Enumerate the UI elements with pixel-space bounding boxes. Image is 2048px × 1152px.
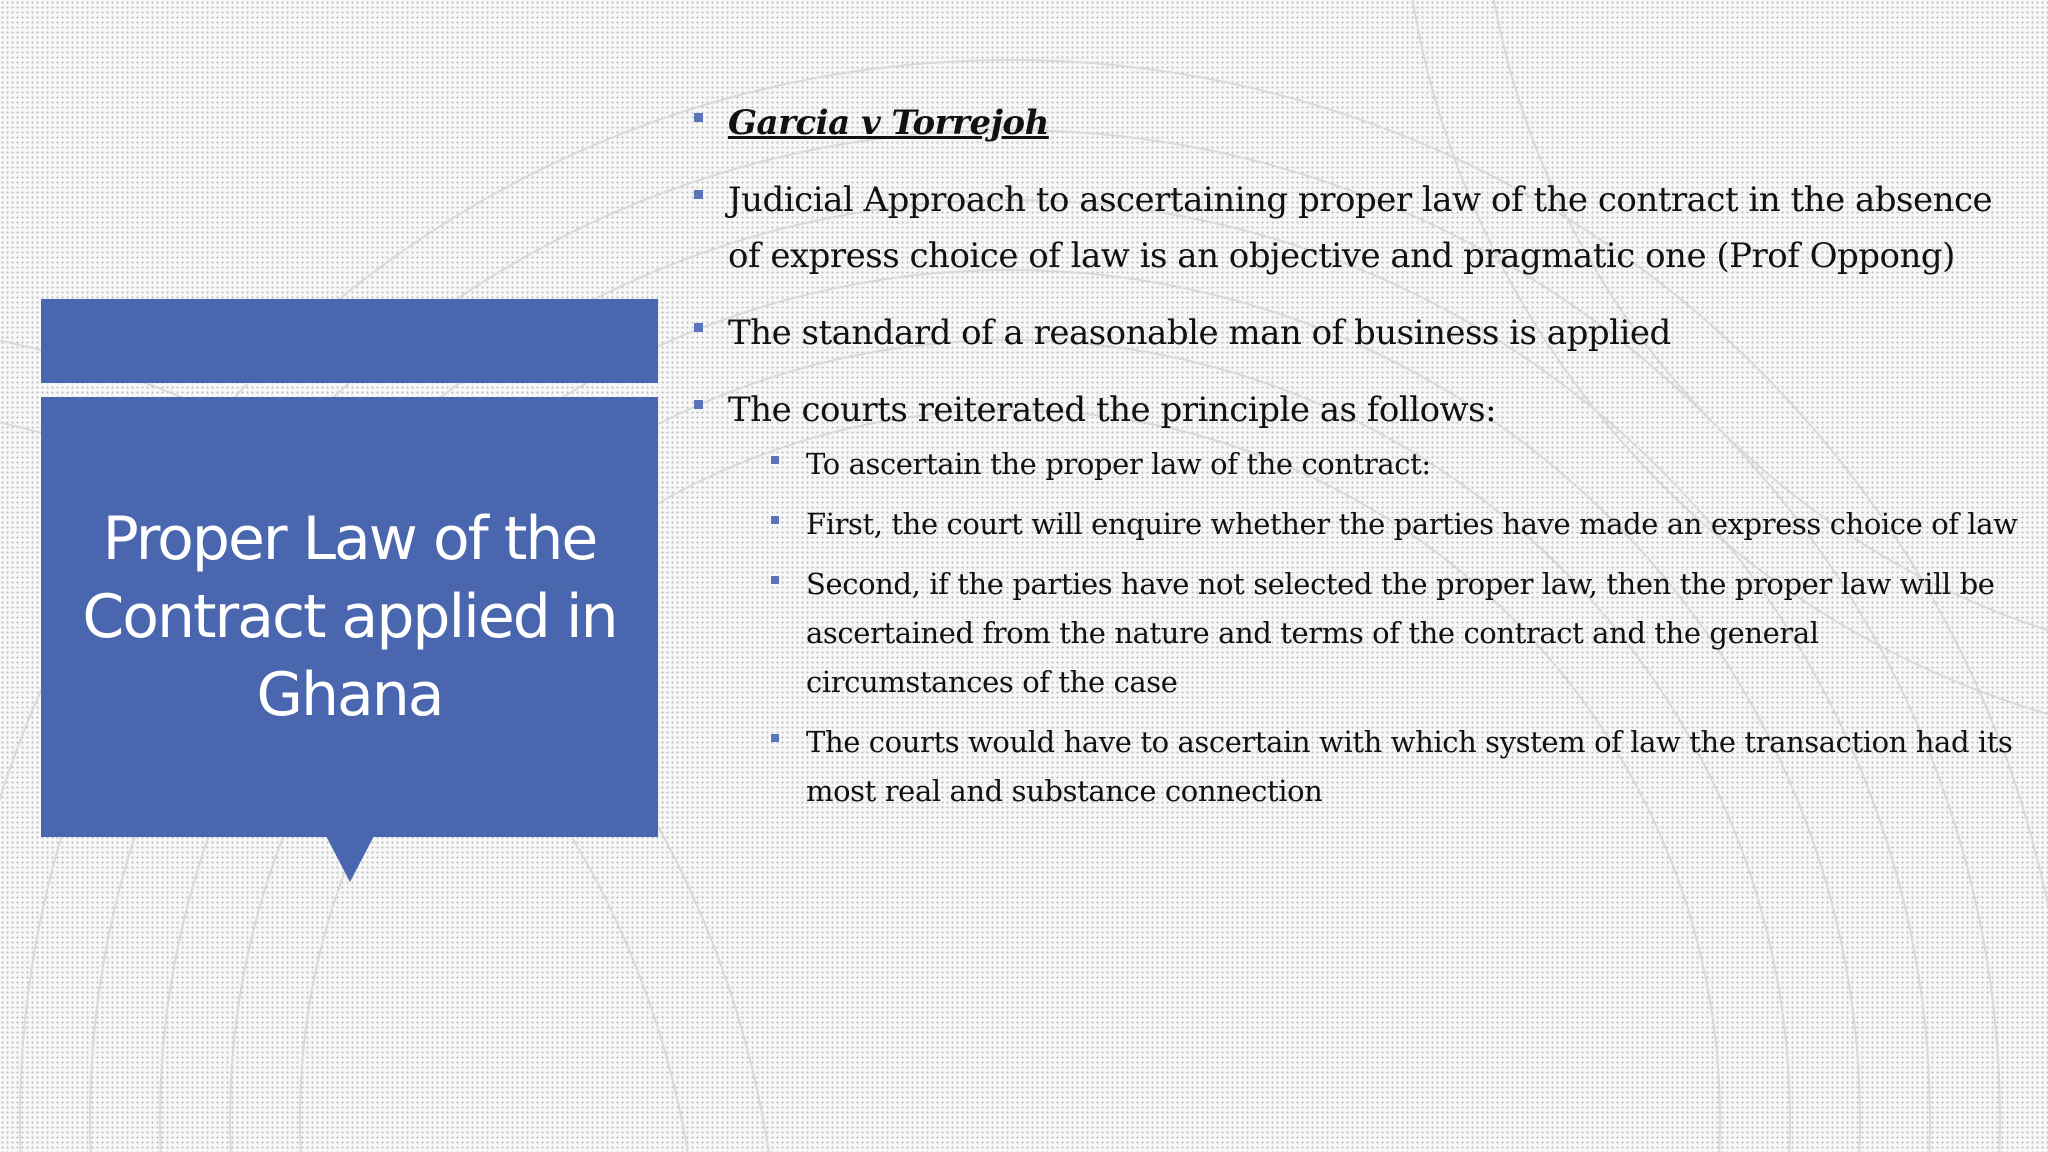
callout-pointer — [326, 836, 374, 882]
sub-bullet-list — [728, 440, 2018, 816]
square-bullet-icon — [694, 400, 703, 409]
square-bullet-icon — [771, 456, 779, 464]
bullet-text: Judicial Approach to ascertaining proper law of the contract in the absence of express choice of law is an objective and pragmatic one (Prof Oppong) — [728, 180, 1993, 276]
title-accent-bar — [41, 299, 658, 383]
title-callout-box — [41, 397, 658, 837]
sub-bullet-item — [768, 718, 2018, 816]
bullet-item-judicial-approach — [688, 172, 2018, 284]
sub-bullet-text: First, the court will enquire whether the parties have made an express choice of law — [806, 507, 2018, 541]
bullet-item-case-name — [688, 95, 2018, 151]
bullet-text: The courts reiterated the principle as follows: — [728, 390, 1497, 430]
square-bullet-icon — [694, 323, 703, 332]
bullet-list — [688, 95, 2018, 816]
square-bullet-icon — [694, 190, 703, 199]
bullet-item-principle — [688, 382, 2018, 816]
sub-bullet-item — [768, 560, 2018, 707]
square-bullet-icon — [694, 113, 703, 122]
sub-bullet-item — [768, 500, 2018, 549]
bullet-text: The standard of a reasonable man of business is applied — [728, 313, 1671, 353]
sub-bullet-text: To ascertain the proper law of the contract: — [806, 447, 1431, 481]
sub-bullet-item — [768, 440, 2018, 489]
square-bullet-icon — [771, 576, 779, 584]
sub-bullet-text: The courts would have to ascertain with which system of law the transaction had its most real and substance connection — [806, 725, 2013, 808]
sub-bullet-text: Second, if the parties have not selected the proper law, then the proper law will be ascertained from the nature and terms of the contract and the general circumstances of the case — [806, 567, 1995, 699]
square-bullet-icon — [771, 734, 779, 742]
case-name: Garcia v Torrejoh — [728, 103, 1049, 143]
slide-content — [688, 95, 2018, 837]
slide-title: Proper Law of the Contract applied in Ghana — [82, 504, 617, 730]
bullet-item-standard — [688, 305, 2018, 361]
square-bullet-icon — [771, 516, 779, 524]
